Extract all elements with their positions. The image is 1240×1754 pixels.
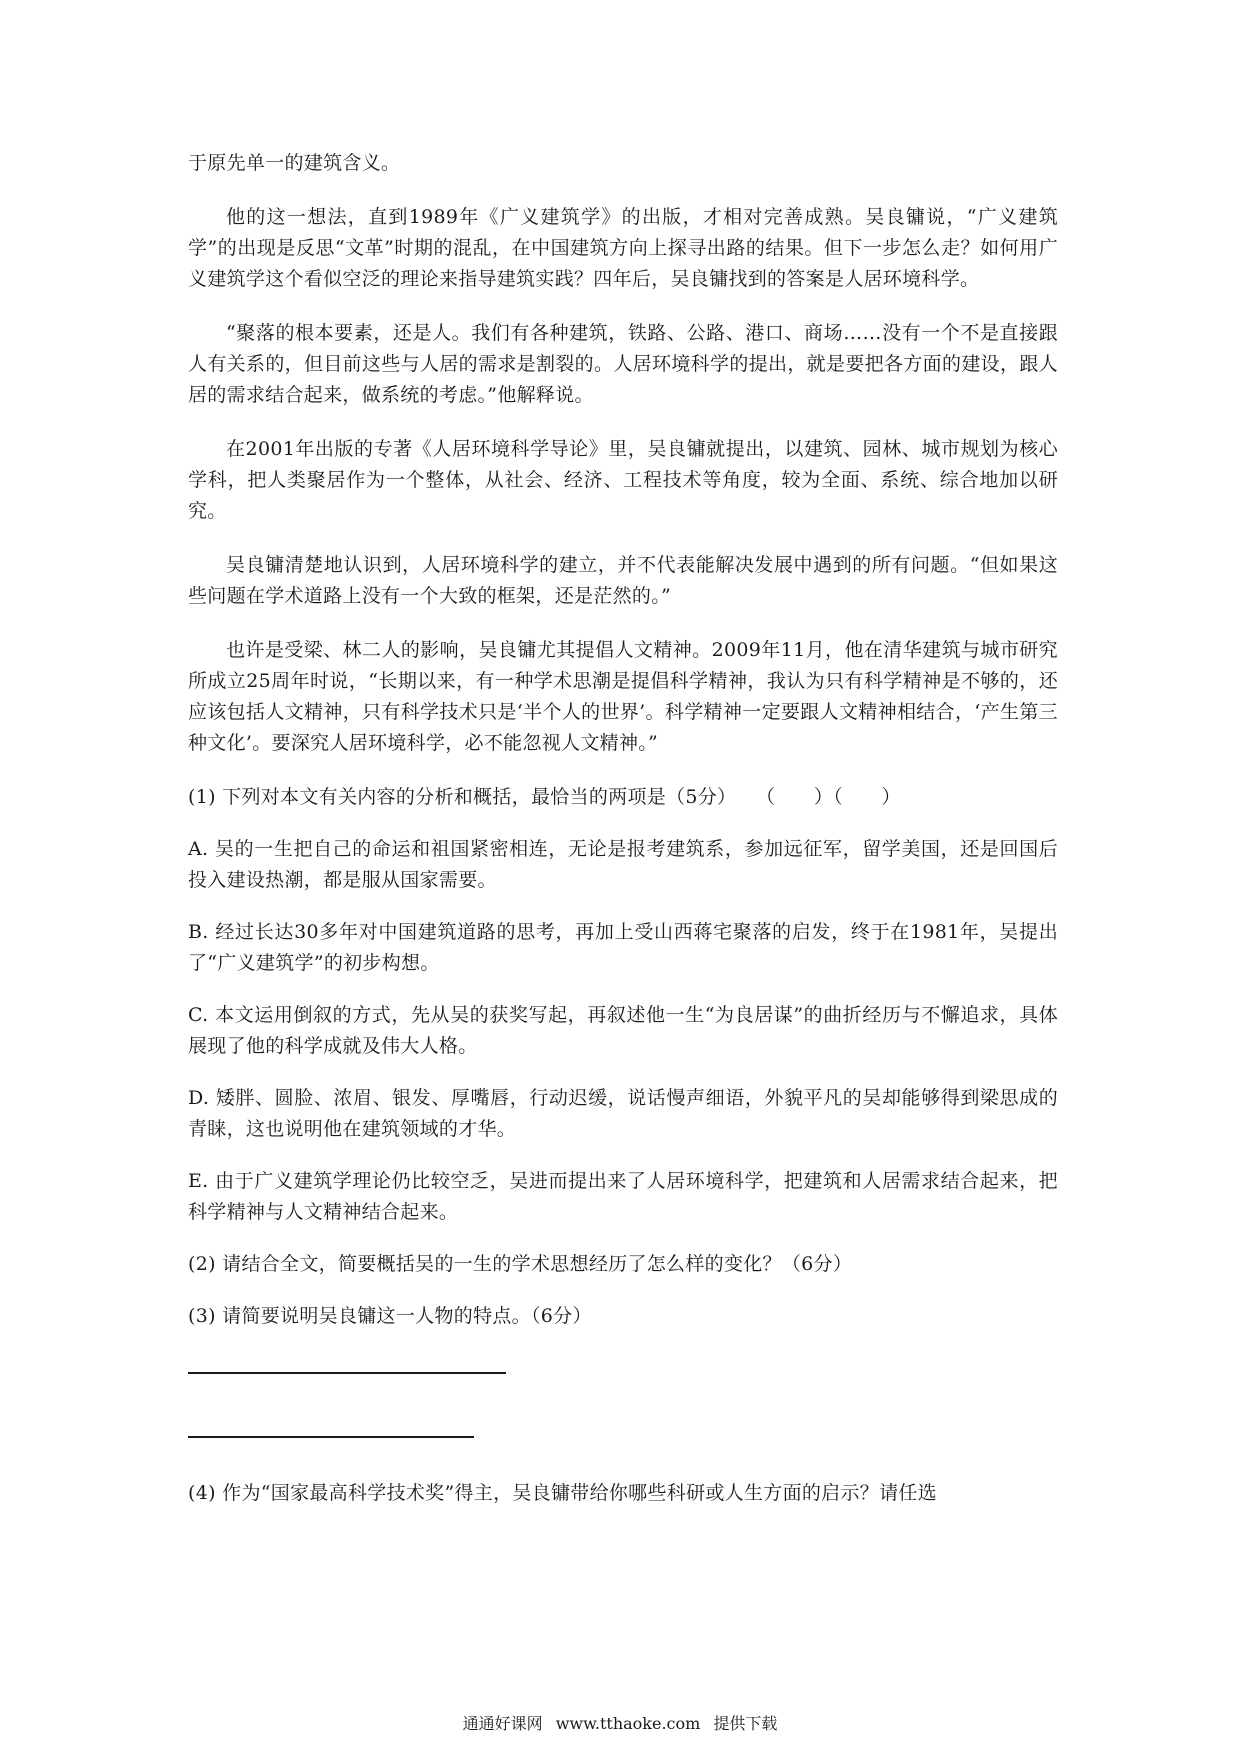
paragraph-renju-science: 吴良镛清楚地认识到，人居环境科学的建立，并不代表能解决发展中遇到的所有问题。“但如果这些问题在学术道路上没有一个大致的框架，还是茫然的。”: [188, 554, 1058, 607]
document-body: [188, 148, 1058, 1530]
option-c: C. 本文运用倒叙的方式，先从吴的获奖写起，再叙述他一生“为良居谋”的曲折经历与不懈追求，具体展现了他的科学成就及伟大人格。: [188, 1004, 1058, 1057]
answer-line-1: [188, 1372, 506, 1374]
option-e: E. 由于广义建筑学理论仍比较空乏，吴进而提出来了人居环境科学，把建筑和人居需求结合起来，把科学精神与人文精神结合起来。: [188, 1170, 1058, 1223]
paragraph-quote-juluo: “聚落的根本要素，还是人。我们有各种建筑，铁路、公路、港口、商场……没有一个不是直接跟人有关系的，但目前这些与人居的需求是割裂的。人居环境科学的提出，就是要把各方面的建设，跟人居的需求结合起来，做系统的考虑。”他解释说。: [188, 322, 1058, 406]
question-4: (4) 作为“国家最高科学技术奖”得主，吴良镛带给你哪些科研或人生方面的启示？请任选: [188, 1482, 937, 1504]
paragraph-renju-daolun: 在2001年出版的专著《人居环境科学导论》里，吴良镛就提出，以建筑、园林、城市规划为核心学科，把人类聚居作为一个整体，从社会、经济、工程技术等角度，较为全面、系统、综合地加以研究。: [188, 438, 1058, 522]
question-1: (1) 下列对本文有关内容的分析和概括，最恰当的两项是（5分） （ ）（ ）: [188, 786, 901, 808]
question-3: (3) 请简要说明吴良镛这一人物的特点。（6分）: [188, 1305, 592, 1327]
answer-line-2: [188, 1436, 474, 1438]
option-b: B. 经过长达30多年对中国建筑道路的思考，再加上受山西蒋宅聚落的启发，终于在1981年，吴提出了“广义建筑学”的初步构想。: [188, 921, 1058, 974]
page-footer: [0, 1711, 1240, 1734]
option-a: A. 吴的一生把自己的命运和祖国紧密相连，无论是报考建筑系，参加远征军，留学美国，还是回国后投入建设热潮，都是服从国家需要。: [188, 838, 1058, 891]
footer-url: www.tthaoke.com: [555, 1714, 701, 1733]
option-d: D. 矮胖、圆脸、浓眉、银发、厚嘴唇，行动迟缓，说话慢声细语，外貌平凡的吴却能够得到梁思成的青睐，这也说明他在建筑领域的才华。: [188, 1087, 1058, 1140]
footer-suffix: 提供下载: [713, 1714, 778, 1733]
question-2: (2) 请结合全文，简要概括吴的一生的学术思想经历了怎么样的变化？（6分）: [188, 1253, 853, 1275]
paragraph-renwen-jingshen: 也许是受梁、林二人的影响，吴良镛尤其提倡人文精神。2009年11月，他在清华建筑与城市研究所成立25周年时说，“长期以来，有一种学术思潮是提倡科学精神，我认为只有科学精神是不够的，还应该包括人文精神，只有科学技术只是‘半个人的世界’。科学精神一定要跟人文精神相结合，‘产生第三种文化’。要深究人居环境科学，必不能忽视人文精神。”: [188, 639, 1058, 754]
footer-site-name: 通通好课网: [462, 1714, 543, 1733]
paragraph-continuation: 于原先单一的建筑含义。: [188, 152, 401, 174]
paragraph-guangyi-jianzhuxue: 他的这一想法，直到1989年《广义建筑学》的出版，才相对完善成熟。吴良镛说，“广义建筑学”的出现是反思“文革”时期的混乱，在中国建筑方向上探寻出路的结果。但下一步怎么走？如何用广义建筑学这个看似空泛的理论来指导建筑实践？四年后，吴良镛找到的答案是人居环境科学。: [188, 206, 1058, 290]
